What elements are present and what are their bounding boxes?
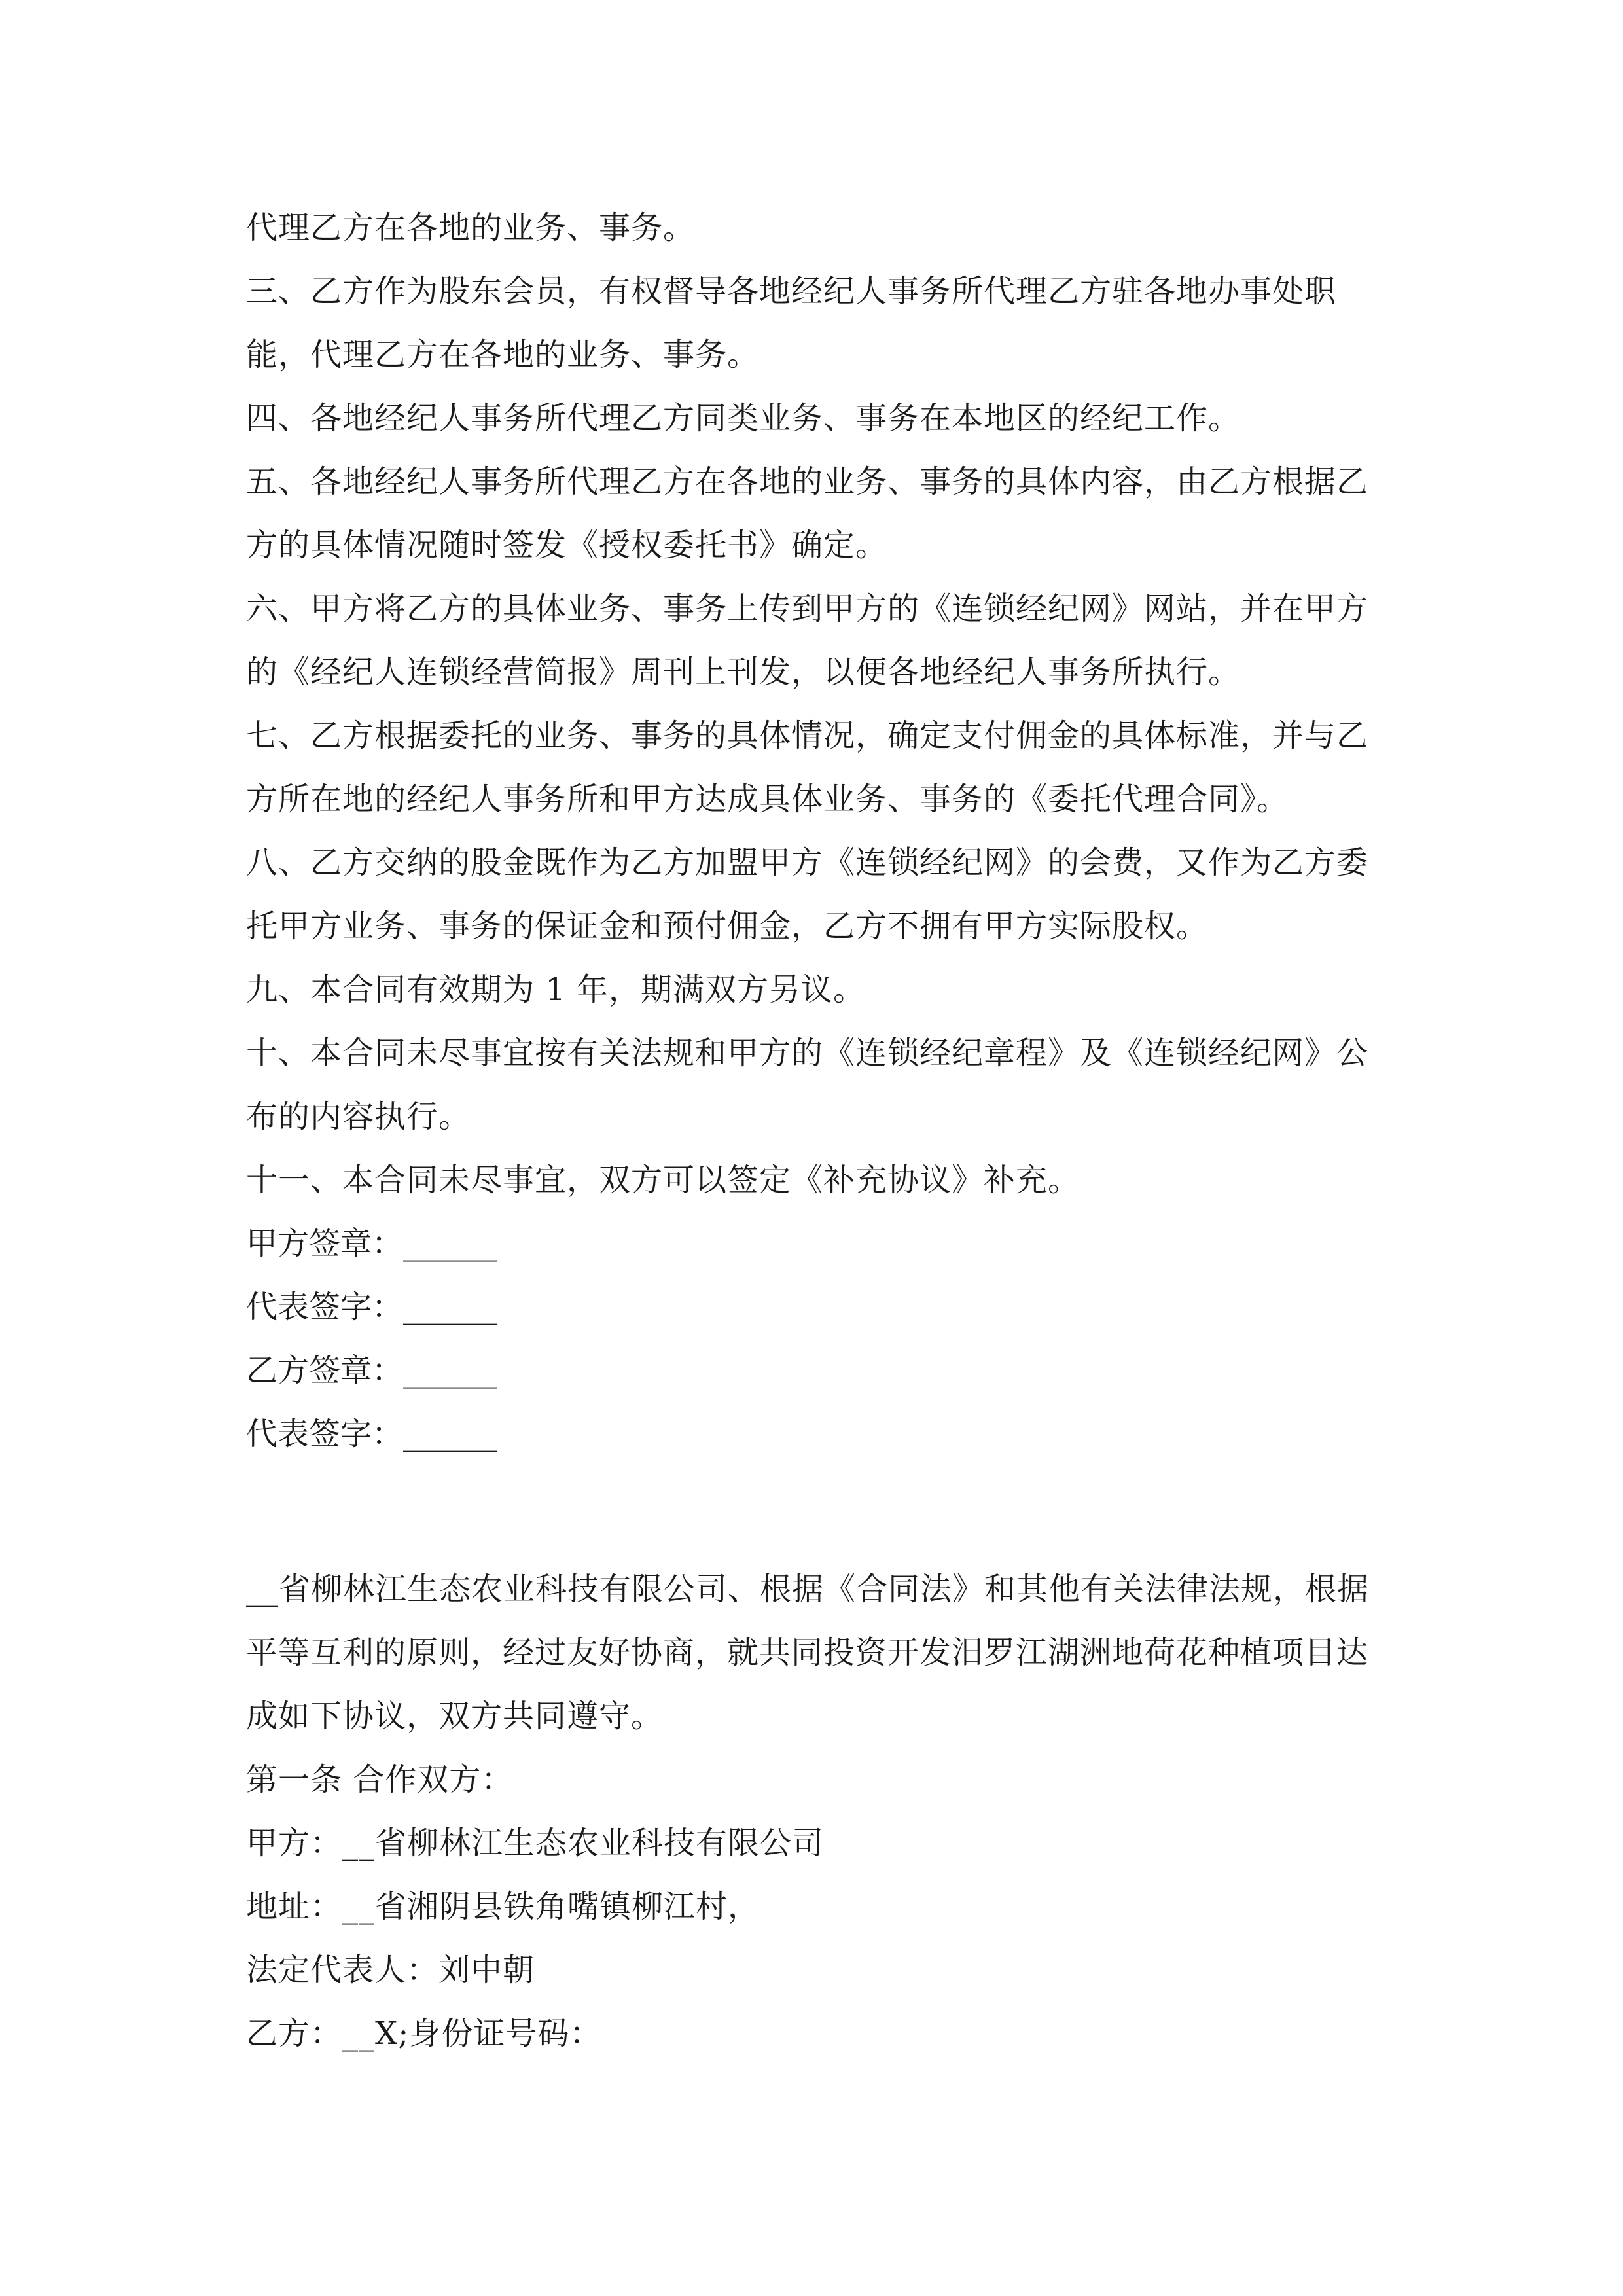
paragraph: 代理乙方在各地的业务、事务。 [246,209,696,246]
document-body [246,196,1385,2066]
clause-7: 七、乙方根据委托的业务、事务的具体情况，确定支付佣金的具体标准，并与乙方所在地的经纪人事务所和甲方达成具体业务、事务的《委托代理合同》。 [246,717,1369,817]
party-a-rep-signature-line: 代表签字：______ [246,1289,498,1325]
clause-3: 三、乙方作为股东会员，有权督导各地经纪人事务所代理乙方驻各地办事处职能，代理乙方在各地的业务、事务。 [246,273,1337,373]
clause-9: 九、本合同有效期为 1 年，期满双方另议。 [246,971,866,1008]
section-gap [246,1466,1385,1558]
clause-6: 六、甲方将乙方的具体业务、事务上传到甲方的《连锁经纪网》网站，并在甲方的《经纪人连锁经营简报》周刊上刊发，以便各地经纪人事务所执行。 [246,590,1369,691]
clause-10: 十、本合同未尽事宜按有关法规和甲方的《连锁经纪章程》及《连锁经纪网》公布的内容执行。 [246,1035,1369,1135]
party-b-seal-line: 乙方签章：______ [246,1352,498,1389]
party-a-address: 地址：__省湘阴县铁角嘴镇柳江村， [246,1888,760,1925]
clause-11: 十一、本合同未尽事宜，双方可以签定《补充协议》补充。 [246,1162,1080,1198]
party-b-rep-signature-line: 代表签字：______ [246,1416,498,1452]
party-b-id: 乙方：__X;身份证号码： [246,2015,602,2052]
legal-representative: 法定代表人：刘中朝 [246,1952,535,1988]
party-a-seal-line: 甲方签章：______ [246,1225,498,1262]
clause-8: 八、乙方交纳的股金既作为乙方加盟甲方《连锁经纪网》的会费，又作为乙方委托甲方业务、事务的保证金和预付佣金，乙方不拥有甲方实际股权。 [246,844,1369,944]
article-1-heading: 第一条 合作双方： [246,1761,514,1798]
clause-5: 五、各地经纪人事务所代理乙方在各地的业务、事务的具体内容，由乙方根据乙方的具体情况随时签发《授权委托书》确定。 [246,463,1369,564]
preamble: __省柳林江生态农业科技有限公司、根据《合同法》和其他有关法律法规，根据平等互利的原则，经过友好协商，就共同投资开发汨罗江湖洲地荷花种植项目达成如下协议，双方共同遵守。 [246,1571,1370,1734]
party-a-name: 甲方：__省柳林江生态农业科技有限公司 [246,1825,825,1861]
clause-4: 四、各地经纪人事务所代理乙方同类业务、事务在本地区的经纪工作。 [246,400,1241,437]
